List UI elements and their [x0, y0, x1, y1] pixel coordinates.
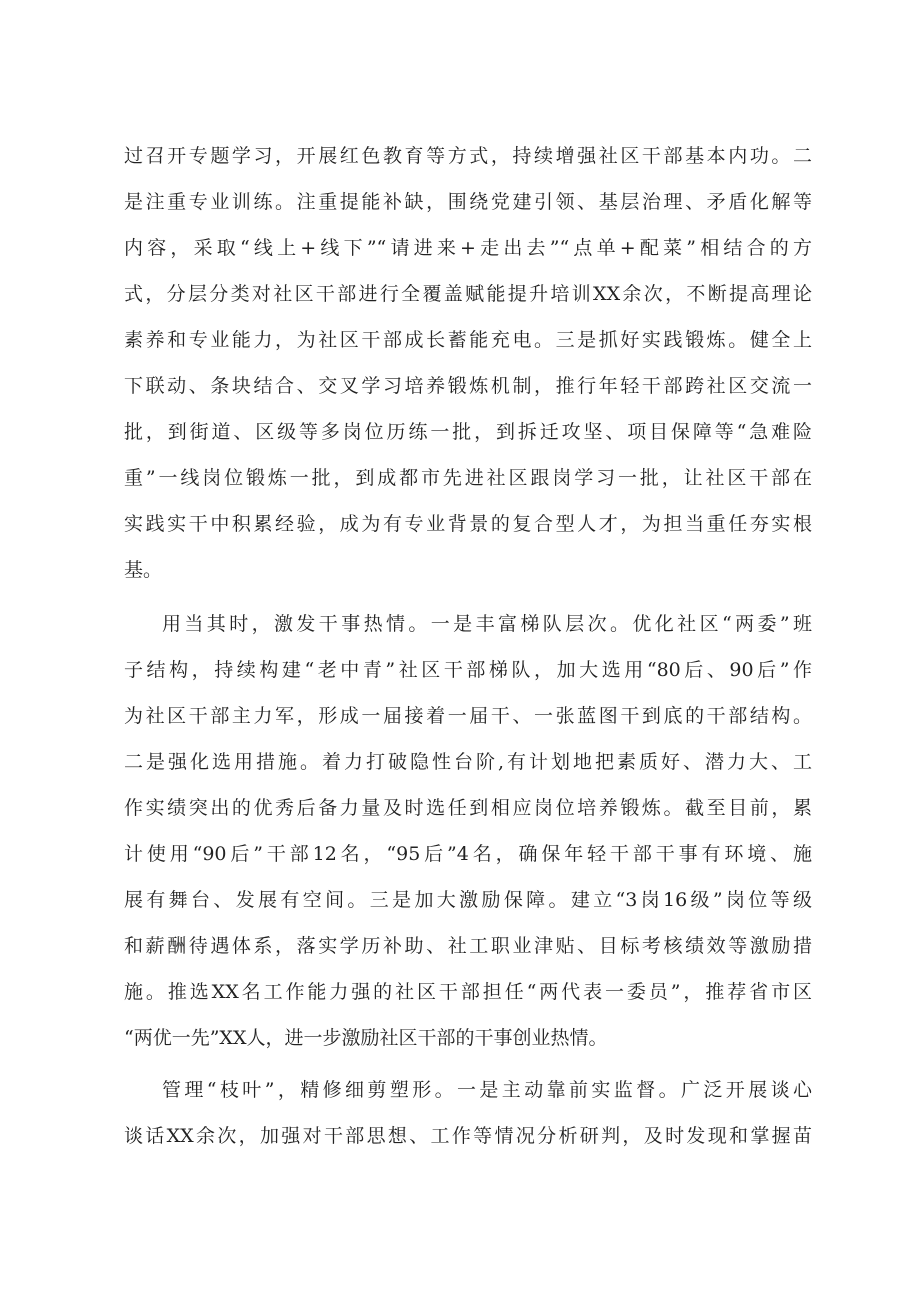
paragraph-2-line-10: “两优一先”XX人，进一步激励社区干部的干事创业热情。: [124, 1027, 608, 1049]
paragraph-2-line-3: 为社区干部主力军，形成一届接着一届干、一张蓝图干到底的干部结构。: [124, 705, 812, 727]
paragraph-1-line-1: 过召开专题学习，开展红色教育等方式，持续增强社区干部基本内功。二: [124, 145, 812, 167]
paragraph-1-line-4: 式，分层分类对社区干部进行全覆盖赋能提升培训XX余次，不断提高理论: [124, 283, 812, 305]
paragraph-2-line-7: 展有舞台、发展有空间。三是加大激励保障。建立“3岗16级”岗位等级: [124, 889, 812, 911]
paragraph-2-line-6: 计使用“90后”干部12名，“95后”4名，确保年轻干部干事有环境、施: [124, 843, 812, 865]
paragraph-3-line-2: 谈话XX余次，加强对干部思想、工作等情况分析研判，及时发现和掌握苗: [124, 1125, 812, 1147]
paragraph-2-line-9: 施。推选XX名工作能力强的社区干部担任“两代表一委员”，推荐省市区: [124, 981, 812, 1003]
paragraph-2-line-5: 作实绩突出的优秀后备力量及时选任到相应岗位培养锻炼。截至目前，累: [124, 797, 812, 819]
paragraph-1-line-2: 是注重专业训练。注重提能补缺，围绕党建引领、基层治理、矛盾化解等: [124, 191, 812, 213]
paragraph-1-line-9: 实践实干中积累经验，成为有专业背景的复合型人才，为担当重任夯实根: [124, 513, 812, 535]
paragraph-1-line-6: 下联动、条块结合、交叉学习培养锻炼机制，推行年轻干部跨社区交流一: [124, 375, 812, 397]
paragraph-2-line-8: 和薪酬待遇体系，落实学历补助、社工职业津贴、目标考核绩效等激励措: [124, 935, 812, 957]
paragraph-3-line-1: 管理“枝叶”，精修细剪塑形。一是主动靠前实监督。广泛开展谈心: [162, 1079, 812, 1101]
paragraph-2-line-2: 子结构，持续构建“老中青”社区干部梯队，加大选用“80后、90后”作: [124, 659, 812, 681]
paragraph-1-line-8: 重”一线岗位锻炼一批，到成都市先进社区跟岗学习一批，让社区干部在: [124, 467, 812, 489]
paragraph-1-line-7: 批，到街道、区级等多岗位历练一批，到拆迁攻坚、项目保障等“急难险: [124, 421, 812, 443]
paragraph-1-line-5: 素养和专业能力，为社区干部成长蓄能充电。三是抓好实践锻炼。健全上: [124, 329, 812, 351]
paragraph-2-line-4: 二是强化选用措施。着力打破隐性台阶,有计划地把素质好、潜力大、工: [124, 751, 812, 773]
paragraph-2-line-1: 用当其时，激发干事热情。一是丰富梯队层次。优化社区“两委”班: [162, 613, 812, 635]
paragraph-1-line-3: 内容，采取“线上+线下”“请进来+走出去”“点单+配菜”相结合的方: [124, 237, 812, 259]
paragraph-1-line-10: 基。: [124, 559, 163, 581]
